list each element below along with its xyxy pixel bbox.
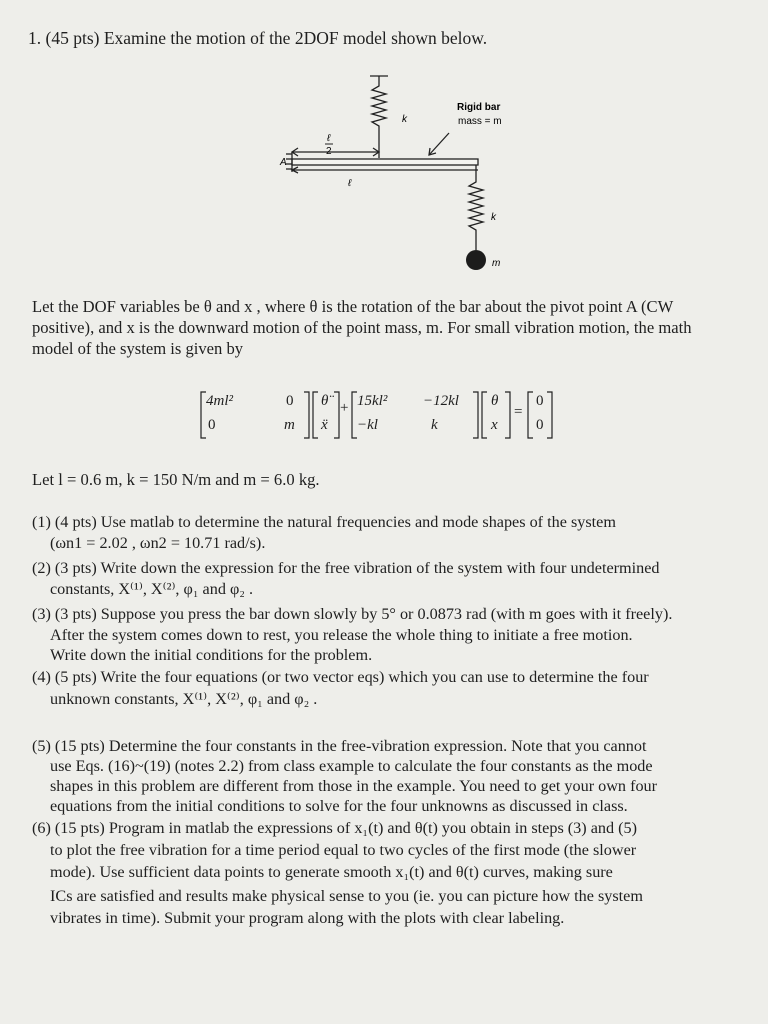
task-5-line-4: equations from the initial conditions to solve for the four unknowns as discussed in class. (50, 797, 628, 815)
label-rigid-bar: Rigid bar (457, 102, 501, 113)
task-1-line-2: (ωn1 = 2.02 , ωn2 = 10.71 rad/s). (50, 534, 266, 552)
label-length: ℓ (348, 178, 352, 189)
task-6-line-2: to plot the free vibration for a time period equal to two cycles of the first mode (the slower (50, 841, 637, 859)
label-half-den: 2 (326, 146, 332, 157)
label-mass: mass = m (458, 116, 502, 127)
mass-matrix: 4ml² 0 0 m (200, 391, 310, 439)
task-4-line-2: unknown constants, X⁽¹⁾, X⁽²⁾, φ₁ and φ₂ . (50, 690, 318, 708)
rigid-bar-arrow (429, 133, 449, 155)
zero-vector: 0 0 (527, 391, 553, 439)
task-5-line-3: shapes in this problem are different from those in the example. You need to get your own four (50, 777, 658, 795)
stiffness-matrix: 15kl² −12kl −kl k (351, 391, 479, 439)
problem-title: 1. (45 pts) Examine the motion of the 2DOF model shown below. (28, 28, 488, 48)
task-6-line-5: vibrates in time). Submit your program along with the plots with clear labeling. (50, 909, 565, 927)
task-1-line-1: (1) (4 pts) Use matlab to determine the natural frequencies and mode shapes of the system (32, 513, 616, 531)
point-mass (466, 250, 486, 270)
system-figure (270, 70, 530, 280)
task-3-line-3: Write down the initial conditions for the problem. (50, 646, 373, 664)
task-5-line-2: use Eqs. (16)~(19) (notes 2.2) from class example to calculate the four constants as the mode (50, 757, 653, 775)
bottom-spring (469, 165, 483, 250)
task-4-line-1: (4) (5 pts) Write the four equations (or two vector eqs) which you can use to determine the four (32, 668, 649, 686)
task-3-line-2: After the system comes down to rest, you release the whole thing to initiate a free motion. (50, 626, 633, 644)
top-spring (372, 76, 386, 158)
task-6-line-1: (6) (15 pts) Program in matlab the expressions of x₁(t) and θ(t) you obtain in steps (3) and (5) (32, 819, 638, 837)
task-5-line-1: (5) (15 pts) Determine the four constants in the free-vibration expression. Note that you cannot (32, 737, 647, 755)
label-mass-m: m (492, 258, 501, 269)
acceleration-vector: θ̈ ẍ (312, 391, 340, 439)
task-2-line-1: (2) (3 pts) Write down the expression for the free vibration of the system with four undetermined (32, 559, 660, 577)
task-3-line-1: (3) (3 pts) Suppose you press the bar down slowly by 5° or 0.0873 rad (with m goes with it freely). (32, 605, 673, 623)
intro-line-1: Let the DOF variables be θ and x , where θ is the rotation of the bar about the pivot point A (CW (32, 297, 674, 316)
task-6-line-3: mode). Use sufficient data points to generate smooth x₁(t) and θ(t) curves, making sure (50, 863, 613, 881)
task-6-line-4: ICs are satisfied and results make physical sense to you (ie. you can picture how the system (50, 887, 643, 905)
parameters-line: Let l = 0.6 m, k = 150 N/m and m = 6.0 kg. (32, 470, 320, 489)
rigid-bar (292, 159, 478, 165)
intro-line-2: positive), and x is the downward motion of the point mass, m. For small vibration motion, the math (32, 318, 692, 337)
displacement-vector: θ x (481, 391, 511, 439)
equals-sign: = (514, 404, 523, 420)
label-pivot-A: A (280, 157, 287, 168)
task-2-line-2: constants, X⁽¹⁾, X⁽²⁾, φ₁ and φ₂ . (50, 580, 254, 598)
intro-line-3: model of the system is given by (32, 339, 244, 358)
label-k-bottom: k (491, 212, 496, 223)
label-k-top: k (402, 114, 407, 125)
plus-sign: + (340, 400, 349, 416)
label-half-num: ℓ (327, 133, 331, 144)
